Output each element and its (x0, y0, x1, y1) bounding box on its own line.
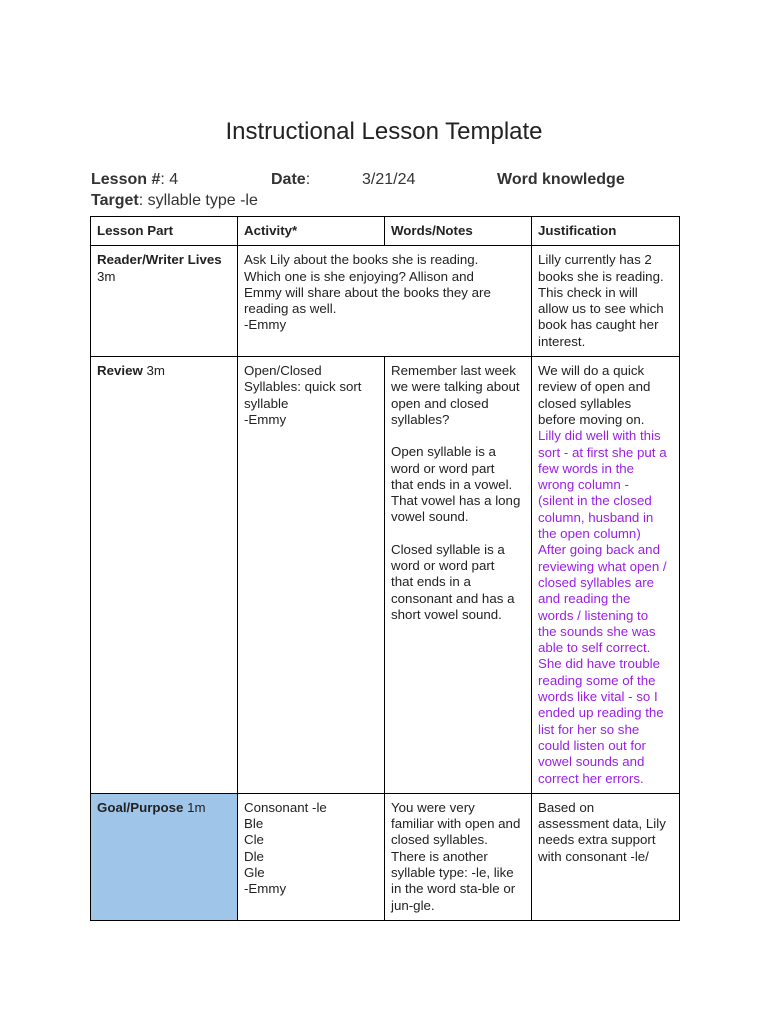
text-line: reviewing what open / (538, 558, 667, 574)
text-line: closed syllables are (538, 574, 655, 590)
text-line: Based on (538, 799, 595, 815)
date-value: 3/21/24 (362, 171, 416, 188)
text-line: sort - at first she put a (538, 444, 667, 460)
date-colon: : (305, 171, 311, 188)
text-line: list for her so she (538, 721, 640, 737)
topic-label: Word knowledge (497, 171, 625, 188)
text-line: column, husband in (538, 509, 654, 525)
text-line: wrong column - (538, 477, 629, 493)
text-line: (silent in the closed (538, 493, 652, 509)
text-line: You were very (391, 799, 475, 815)
justification-cell (532, 246, 680, 357)
text-line: open and closed (391, 395, 489, 411)
text-line: short vowel sound. (391, 606, 502, 622)
text-line: vowel sounds and (538, 754, 645, 770)
text-line: needs extra support (538, 832, 656, 848)
text-line: we were talking about (391, 379, 520, 395)
header-words-notes: Words/Notes (385, 217, 532, 246)
text-line: books she is reading. (538, 268, 664, 284)
text-line: syllable (244, 395, 289, 411)
text-line: jun-gle. (391, 897, 435, 913)
text-line: the sounds she was (538, 623, 656, 639)
header-justification: Justification (532, 217, 680, 246)
date-label: Date (271, 171, 306, 188)
text-line: After going back and (538, 542, 660, 558)
text-line: ended up reading the (538, 705, 664, 721)
text-line: review of open and (538, 379, 651, 395)
text-line: Open syllable is a (391, 444, 496, 460)
text-line: reading some of the (538, 672, 656, 688)
text-line: and reading the (538, 591, 631, 607)
lesson-part-time: 1m (183, 799, 206, 815)
text-line: Emmy will share about the books they are (244, 284, 491, 300)
header-lesson-part: Lesson Part (91, 217, 238, 246)
lesson-part-time: 3m (97, 268, 116, 284)
text-line: Dle (244, 848, 264, 864)
table-row (91, 246, 680, 357)
text-line: few words in the (538, 460, 635, 476)
text-line: could listen out for (538, 737, 646, 753)
text-line: Closed syllable is a (391, 541, 505, 557)
text-line: Ask Lily about the books she is reading. (244, 252, 479, 268)
text-line: Open/Closed (244, 363, 322, 379)
lesson-part-name: Goal/Purpose (97, 799, 184, 815)
text-line: words like vital - so I (538, 689, 658, 705)
lesson-part-name: Reader/Writer Lives (97, 252, 222, 268)
text-line: -Emmy (244, 411, 287, 427)
text-line: interest. (538, 333, 586, 349)
table-row (91, 357, 680, 794)
text-line: Lilly currently has 2 (538, 252, 652, 268)
lesson-part-cell-highlighted (91, 793, 238, 920)
text-line: syllables? (391, 411, 450, 427)
lesson-number (91, 171, 178, 189)
justification-cell (532, 357, 680, 794)
lesson-date (271, 171, 310, 189)
text-line: that ends in a (391, 574, 471, 590)
lesson-number-label: Lesson # (91, 171, 161, 188)
text-line: words / listening to (538, 607, 649, 623)
lesson-part-name: Review (97, 363, 143, 379)
text-line: reading as well. (244, 301, 337, 317)
lesson-part-time: 3m (142, 363, 165, 379)
notes-cell (385, 357, 532, 794)
text-line: allow us to see which (538, 301, 664, 317)
text-line: Cle (244, 832, 264, 848)
lesson-part-cell (91, 357, 238, 794)
text-line: able to self correct. (538, 640, 651, 656)
text-line: the open column) (538, 526, 641, 542)
target-label: Target (91, 192, 139, 209)
lesson-table (90, 216, 680, 921)
activity-cell (238, 357, 385, 794)
text-line: before moving on. (538, 411, 645, 427)
text-line: vowel sound. (391, 509, 469, 525)
lesson-part-cell (91, 246, 238, 357)
text-line: familiar with open and (391, 816, 521, 832)
target-value: : syllable type -le (138, 192, 258, 209)
text-line: assessment data, Lily (538, 816, 666, 832)
text-line: -Emmy (244, 881, 287, 897)
text-line: word or word part (391, 460, 495, 476)
text-line: -Emmy (244, 317, 287, 333)
text-line: in the word sta-ble or (391, 881, 516, 897)
text-line: closed syllables (538, 395, 632, 411)
text-line: Remember last week (391, 363, 516, 379)
text-line: That vowel has a long (391, 493, 521, 509)
text-line: Gle (244, 864, 265, 880)
text-line: word or word part (391, 558, 495, 574)
activity-cell (238, 246, 532, 357)
text-line: correct her errors. (538, 770, 644, 786)
text-line: syllable type: -le, like (391, 864, 514, 880)
text-line: This check in will (538, 284, 638, 300)
table-row (91, 793, 680, 920)
text-line: Lilly did well with this (538, 428, 661, 444)
text-line: that ends in a vowel. (391, 476, 513, 492)
page-title: Instructional Lesson Template (225, 118, 543, 145)
text-line: She did have trouble (538, 656, 660, 672)
text-line: with consonant -le/ (538, 848, 649, 864)
text-line: Syllables: quick sort (244, 379, 362, 395)
text-line: book has caught her (538, 317, 659, 333)
text-line: Ble (244, 816, 264, 832)
text-line: closed syllables. (391, 832, 488, 848)
justification-cell (532, 793, 680, 920)
lesson-number-value: : 4 (160, 171, 179, 188)
header-activity: Activity* (238, 217, 385, 246)
text-line: There is another (391, 848, 488, 864)
table-header-row (91, 217, 680, 246)
text-line: Which one is she enjoying? Allison and (244, 268, 474, 284)
text-line: Consonant -le (244, 799, 327, 815)
activity-cell (238, 793, 385, 920)
notes-cell (385, 793, 532, 920)
text-line: consonant and has a (391, 590, 515, 606)
teacher-comment (538, 428, 667, 785)
text-line: We will do a quick (538, 363, 645, 379)
